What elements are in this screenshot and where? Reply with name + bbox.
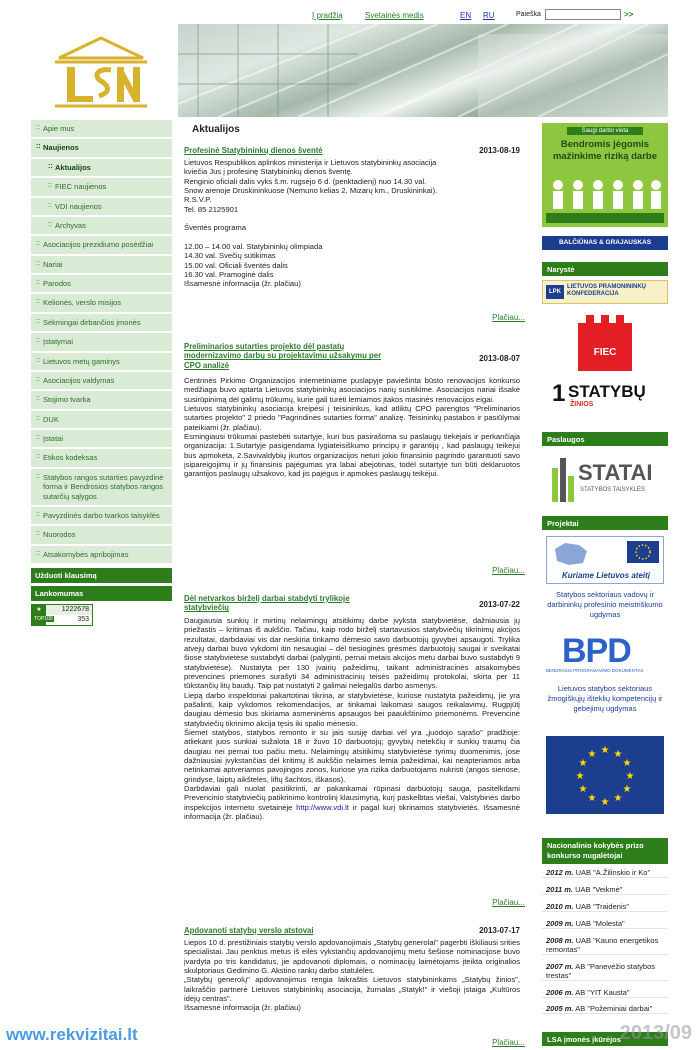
nav-label: FIEC naujienos (55, 182, 107, 192)
read-more-link[interactable]: Plačiau... (492, 313, 525, 322)
balciunas-grajauskas-logo[interactable]: BALČIŪNAS & GRAJAUSKAS (542, 236, 668, 250)
award-year: 2008 m. (546, 936, 574, 945)
article-text: Daugiausia sunkių ir mirtinų nelaimingų atsitikimų darbe įvyksta statybvietėse, dažniausia jų priežastis – kritimas iš aukščio. Tačiau, kaip rodo birželį startavusios statybviečių tikrinimų akcijos rezultatai, darbdaviai vis dar neskiria tinkamo dėmesio savo darbuotojų gyvybei apsaugoti. Trylika atvejų darbai buvo vykdomi itin nesaugiai – dėl tiesioginės grėsmės darbuotojų saugai ir sveikatai šiose statybvietėse sustabdyti darbai (palyginti, pernai metais akcijos metu darbai buvo sustabdyti 9 statybvietėse). Nustatyta per 130 įvairių pažeidimų, taikant administracinės atsakomybės prevencines priemones surašyti 34 administracinių teisės pažeidimų protokolai, skirta per 11 tūkstančių litų baudų. Taip pat nustatyti 2 galimai nelegalūs darbo asmenys. Liepą darbo inspektoriai pakartotinai tikrina, ar statybvietėse, kuriose nustatyta pažeidimų, jie yra pašalinti, kaip vykdomos rekomendacijos, ar tinkamai laikomasi saugos reikalavimų. Rugpjūtį daugiau dėmesio bus skiriama asmeninėms apsaugos bei paaukštinimo priemonėms. Prevencinė statybviečių tikrinimo akcija tęsis iki spalio mėnesio. Šiemet statybos, statybos remonto ir su jais susiję darbai vėl yra „juodojo sąrašo" pradžioje: atliekant juos sunkiai sužalota 18 ir žuvo 10 darbuotojų; gyvybių netekčių ir sunkių traumų čia daugiau nei pernai tuo pačiu metu. Nelaimingų atsitikimų statybvietėse tyrimų duomenimis, jose dažniausiai įvykstančias dėl kritimų iš aukščio nelaimes lemia pažeidimai, kai neapteriamos arba netinkamai aptveriamos pavojingos zonos, kuriose yra rizika darbuotojams nukristi (angos sienose, grindyse, laiptų aikštelės, liftų šachtos, iškasos). Darbdaviai gali nuolat pasitikrinti, ar pakankamai rūpinasi darbuotojų sauga, pasitelkdami Prevencinio statybviečių patikrinimo kontrolinį klausimyną, kurį paskelbtas viešai, Valstybinės darbo inspekcijos interneto svetainėje (184, 616, 520, 812)
nav-label: Lietuvos metų gaminys (43, 356, 120, 366)
nav-label: Sėkmingai dirbančios įmonės (43, 317, 141, 327)
award-name: UAB "Molesta" (575, 919, 625, 928)
article-date: 2013-07-22 (479, 600, 520, 609)
award-row[interactable] (542, 868, 668, 878)
award-name: AB "YIT Kausta" (575, 988, 630, 997)
ask-question-link[interactable]: Užduoti klausimą (31, 568, 172, 583)
safety-campaign-banner[interactable] (542, 123, 668, 227)
nav-bullet: :: (36, 143, 41, 151)
popularity-heading: Lankomumas (31, 586, 172, 601)
search-submit-button[interactable]: >> (624, 10, 634, 19)
nav-item-keliones[interactable] (31, 294, 172, 313)
read-more-link[interactable]: Plačiau... (492, 566, 525, 575)
nav-bullet: :: (36, 259, 40, 267)
eu-project-caption[interactable]: Statybos sektoriaus vadovų ir darbininkų profesinio meistriškumo ugdymas (547, 590, 663, 619)
news-article (184, 146, 520, 289)
nav-label: Kelionės, verslo misijos (43, 298, 121, 308)
award-year: 2006 m. (546, 988, 574, 997)
award-year: 2005 m. (546, 1004, 574, 1013)
svg-text:★: ★ (613, 749, 623, 760)
bpd-project-caption[interactable]: Lietuvos statybos sektoriaus žmogiškųjų išteklių kompetencijų ir gebėjimų ugdymas (547, 684, 663, 713)
date-watermark: 2013/09 (619, 1022, 692, 1044)
site-logo[interactable] (31, 24, 172, 117)
nav-item-prezidiumo-posedziai[interactable] (31, 236, 172, 255)
eu-structural-funds-logo[interactable] (546, 536, 664, 584)
nav-bullet: :: (36, 395, 40, 403)
lsa-logo-icon (31, 24, 172, 117)
rekvizitai-watermark: www.rekvizitai.lt (6, 1025, 138, 1044)
news-article (184, 594, 520, 821)
nav-item-istatymai[interactable] (31, 333, 172, 352)
nav-item-archyvas[interactable] (31, 217, 172, 236)
award-year: 2007 m. (546, 962, 574, 971)
nav-bullet: :: (36, 530, 40, 538)
nav-bullet: :: (48, 182, 52, 190)
nav-label: Parodos (43, 279, 71, 288)
svg-text:★: ★ (600, 797, 610, 808)
nav-item-istatai[interactable] (31, 430, 172, 449)
eu-flag-icon (627, 541, 659, 563)
bpd-label: BPD (562, 632, 631, 670)
lpk-name: LIETUVOS PRAMONININKŲ KONFEDERACIJA (567, 284, 647, 298)
nav-bullet: :: (36, 472, 40, 480)
nav-item-stojimo-tvarka[interactable] (31, 391, 172, 410)
nav-label: DUK (43, 414, 59, 424)
counter-total: 1222678 (32, 605, 92, 615)
statybu-zinios-logo[interactable] (542, 380, 668, 412)
statai-bars-icon (552, 458, 574, 502)
nav-bullet: :: (48, 220, 52, 228)
article-header (184, 926, 520, 938)
nav-item-valdymas[interactable] (31, 372, 172, 391)
article-title-link[interactable]: Dėl netvarkos birželį darbai stabdyti trylikoje statybviečių (184, 594, 350, 613)
award-row[interactable] (542, 936, 668, 955)
article-date: 2013-08-19 (479, 146, 520, 155)
article-body: Centrinės Pirkimo Organizacijos internetiniame puslapyje paviešinta būsto renovacijos konkurso medžiaga buvo aptarta Lietuvos statybininkų asociacijos narių susitikime. Asociacijos nariai išsakė susirūpinimą dėl galimų trūkumų, kurie gali turėti lemiamos įtakos masinės renovacijos eigai. Lietuvos statybininkų asociacija kreipėsi į teisininkus, kad atliktų CPO parengtos "Preliminarios sutarties projekto" 2 priedo "Pagrindinės sutarties forma" analizę. Teisininkų pastabos ir pasiūlymai pateikiami (žr. plačiau). Esmingiausi trūkumai pastebėti sutartyje, kuri bus pasirašoma su paslaugų tiekėjais ir perkančiąja organizacija: 1.Sutartyje pasigendama lygiateisiškumo principų ir garantijų , kad paslaugų teikėjui bus apmokėta, 2.Savivaldybių įkurtos organizacijos neturi jokio finansinio pagrindo garantuoti savo įsipareigojimų ir jų finansinis pajėgumas yra labai abejotinas, todėl sutartyje turi būti deklaruotos garantijos paslaugų užsakovo, kad jis pajėgus ir apmokės paslaugų teikėjui. (184, 376, 520, 479)
nav-item-metu-gaminys[interactable] (31, 353, 172, 372)
article-body: Liepos 10 d. prestižiniais statybų verslo apdovanojimais „Statybų generolai" pagerbti iškiliausi srities specialistai. Jau penktus metus iš eilės vykstančių apdovanojimų metu šešiose nominacijose buvo įvardyta po tris kandidatus, jie apdovanoti diplomais, o nominacijų laimėtojams įteikta originalios skulptoriaus Gedimino G. Akstino rankų darbo statulėlės. „Statybų generolų" apdovanojimus rengia laikraštis Lietuvos statybininkams „Statybų žinios", laikraščio partnerė Lietuvos statybininkų asociacija, žurnalas „Statyk!" ir viešoji įstaiga „Kultūros idėjų centras". Išsamesnė informacija (žr. plačiau) (184, 938, 520, 1013)
nav-label: Nuorodos (43, 530, 76, 540)
article-title-link[interactable]: Apdovanoti statybų verslo atstovai (184, 926, 314, 935)
article-body (184, 616, 520, 821)
nav-bullet: :: (36, 549, 40, 557)
nav-label: Įstatai (43, 434, 64, 443)
nav-item-vdi-naujienos[interactable] (31, 198, 172, 217)
svg-text:★: ★ (622, 784, 632, 795)
nav-item-nariai[interactable] (31, 256, 172, 275)
nav-bullet: :: (48, 201, 52, 209)
nav-label: Nariai (43, 259, 63, 269)
nav-label: Statybos rangos sutarties pavyzdinė forma ir Bendrosios statybos rangos sutarčių sąlygos (43, 472, 164, 501)
home-link[interactable]: Į pradžią (312, 11, 343, 20)
nav-item-aktualijos[interactable] (31, 159, 172, 178)
lsa-founders-heading: LSA įmonės įkūrėjos (542, 1032, 668, 1046)
page-title: Aktualijos (192, 124, 240, 135)
fiec-logo-icon (578, 315, 632, 371)
banner-line-1: Bendromis jėgomis (560, 139, 650, 150)
sitemap-link[interactable]: Svetainės medis (365, 11, 424, 20)
counter-today: 353 (77, 616, 89, 623)
nav-item-rangos-sutartis[interactable] (31, 469, 172, 507)
vdi-link[interactable]: http://www.vdi.lt (296, 802, 349, 812)
svg-text:★: ★ (578, 784, 588, 795)
lang-ru-link[interactable]: RU (483, 11, 495, 20)
svg-text:★: ★ (600, 745, 610, 756)
award-name: AB "Požeminiai darbai" (575, 1004, 653, 1013)
svg-text:★: ★ (575, 771, 585, 782)
award-name: UAB "Traidenis" (575, 902, 630, 911)
nav-item-atsakomybes-apribojimas[interactable] (31, 546, 172, 565)
banner-small-text: Saugi darbo vieta (567, 127, 643, 135)
award-row[interactable] (542, 919, 668, 929)
lpk-badge: LPK (546, 285, 564, 299)
statybu-zinios-number-icon: 1 (552, 380, 566, 407)
eu-stars-icon (546, 736, 664, 814)
services-heading: Paslaugos (542, 432, 668, 446)
nav-label: Pavyzdinės darbo tvarkos taisyklės (43, 510, 160, 520)
star-icon: ★ (32, 605, 46, 625)
search-input[interactable] (545, 9, 621, 20)
nav-item-darbo-tvarkos-taisykles[interactable] (31, 507, 172, 526)
nav-item-parodos[interactable] (31, 275, 172, 294)
main-content (178, 120, 533, 1047)
header-banner (178, 24, 668, 117)
article-header (184, 594, 520, 616)
membership-heading: Narystė (542, 262, 668, 276)
award-year: 2012 m. (546, 868, 574, 877)
lithuania-map-icon (551, 541, 591, 567)
statai-label: STATAI (578, 460, 653, 485)
lang-en-link[interactable]: EN (460, 11, 472, 20)
nav-label: Archyvas (55, 220, 86, 230)
award-year: 2010 m. (546, 902, 574, 911)
nav-bullet: :: (36, 375, 40, 383)
nav-item-apie-mus[interactable] (31, 120, 172, 139)
award-row[interactable] (542, 1004, 668, 1014)
nav-label: Asociacijos prezidiumo posėdžiai (43, 240, 154, 250)
article-header (184, 146, 520, 158)
nav-item-naujienos[interactable] (31, 139, 172, 158)
news-article (184, 926, 520, 1013)
search-label: Paieška (516, 11, 541, 18)
workers-illustration-icon (546, 175, 664, 223)
nav-label: Naujienos (43, 143, 79, 153)
award-row[interactable] (542, 988, 668, 998)
read-more-link[interactable]: Plačiau... (492, 1038, 525, 1047)
statybu-label: STATYBŲ (568, 382, 646, 401)
quality-prize-heading: Nacionalinio kokybės prizo konkurso nugalėtojai (542, 838, 668, 864)
news-article (184, 342, 520, 479)
nav-label: VDI naujienos (55, 201, 102, 211)
building-photo-icon (178, 24, 668, 117)
eu-slogan: Kuriame Lietuvos ateitį (561, 571, 651, 580)
fiec-logo[interactable] (542, 315, 668, 371)
nav-item-etikos-kodeksas[interactable] (31, 449, 172, 468)
zinios-label: ŽINIOS (570, 401, 594, 408)
lpk-logo[interactable] (542, 280, 668, 304)
nav-bullet: :: (36, 434, 40, 441)
nav-item-sekmingai-dirbancios[interactable] (31, 314, 172, 333)
svg-text:★: ★ (587, 749, 597, 760)
nav-bullet: :: (36, 453, 40, 461)
award-row[interactable] (542, 962, 668, 981)
svg-text:★: ★ (578, 758, 588, 769)
svg-text:★: ★ (625, 771, 635, 782)
award-row[interactable] (542, 885, 668, 895)
article-text-tail: ir pagal kurį tikrinamos statybvietės. Išsamesnė informacija (žr. plačiau). (184, 802, 520, 821)
nav-label: Asociacijos valdymas (43, 375, 115, 385)
award-name: UAB "Veikmė" (575, 885, 623, 894)
article-header (184, 342, 520, 376)
left-navigation (31, 120, 172, 626)
nav-bullet: :: (36, 317, 40, 325)
svg-text:★: ★ (622, 758, 632, 769)
award-year: 2011 m. (546, 885, 573, 894)
article-date: 2013-07-17 (479, 926, 520, 935)
nav-item-fiec-naujienos[interactable] (31, 178, 172, 197)
nav-bullet: :: (36, 279, 40, 286)
nav-bullet: :: (36, 240, 40, 248)
nav-bullet: :: (48, 162, 53, 170)
award-name: UAB "Kauno energetikos remontas" (546, 936, 659, 954)
nav-bullet: :: (36, 124, 40, 131)
nav-bullet: :: (36, 337, 40, 345)
nav-bullet: :: (36, 298, 40, 306)
nav-label: Apie mus (43, 124, 75, 133)
svg-text:★: ★ (587, 793, 597, 804)
nav-bullet: :: (36, 510, 40, 518)
bpd-subtitle: BENDRASIS PROGRAMAVIMO DOKUMENTAS (546, 668, 644, 673)
nav-label: Etikos kodeksas (43, 453, 98, 463)
banner-headline (546, 139, 664, 163)
article-title-link[interactable]: Preliminarios sutarties projekto dėl pastatų modernizavimo darbų su projektavimu užsakymu per CPO analizė (184, 342, 382, 370)
nav-label: Aktualijos (55, 162, 91, 172)
counter-badge: TOP100 (34, 616, 53, 622)
nav-label: Stojimo tvarka (43, 395, 91, 405)
nav-bullet: :: (36, 356, 40, 364)
top100-counter[interactable] (31, 604, 93, 626)
eu-flag (546, 736, 664, 814)
top-bar (0, 8, 700, 24)
banner-line-2: mažinkime riziką darbe (552, 150, 658, 162)
nav-item-duk[interactable] (31, 411, 172, 430)
statai-subtitle: STATYBOS TAISYKLĖS (580, 487, 645, 493)
nav-label: Atsakomybės apribojimas (43, 549, 129, 559)
statai-logo[interactable] (542, 454, 668, 506)
svg-text:★: ★ (613, 793, 623, 804)
nav-item-nuorodos[interactable] (31, 526, 172, 545)
read-more-link[interactable]: Plačiau... (492, 898, 525, 907)
award-year: 2009 m. (546, 919, 574, 928)
nav-bullet: :: (36, 414, 40, 422)
article-body: Lietuvos Respublikos aplinkos ministerija ir Lietuvos statybininkų asociacija kviečia Jus į profesinę Statybininkų dienos šventę. Renginio oficiali dalis vyks š.m. rugsėjo 6 d. (penktadienį) nuo 14.30 val. Snow arenoje Druskininkuose (Nemuno kelias 2, Mizarų km., Druskininkai). R.S.V.P. Tel. 85 2125901 Šventės programa 12.00 – 14.00 val. Statybininkų olimpiada 14.30 val. Svečių sutikimas 15.00 val. Oficiali šventės dalis 16.30 val. Pramoginė dalis Išsamesnė informacija (žr. plačiau) (184, 158, 438, 289)
nav-label: Įstatymai (43, 337, 74, 347)
article-title-link[interactable]: Profesinė Statybininkų dienos šventė (184, 146, 323, 155)
award-row[interactable] (542, 902, 668, 912)
bpd-logo[interactable] (542, 630, 668, 676)
award-name: UAB "A.Žilinskio ir Ko" (575, 868, 651, 877)
projects-heading: Projektai (542, 516, 668, 530)
fiec-label: FIEC (593, 347, 617, 358)
award-name: AB "Panevėžio statybos trestas" (546, 962, 655, 980)
article-date: 2013-08-07 (479, 354, 520, 363)
